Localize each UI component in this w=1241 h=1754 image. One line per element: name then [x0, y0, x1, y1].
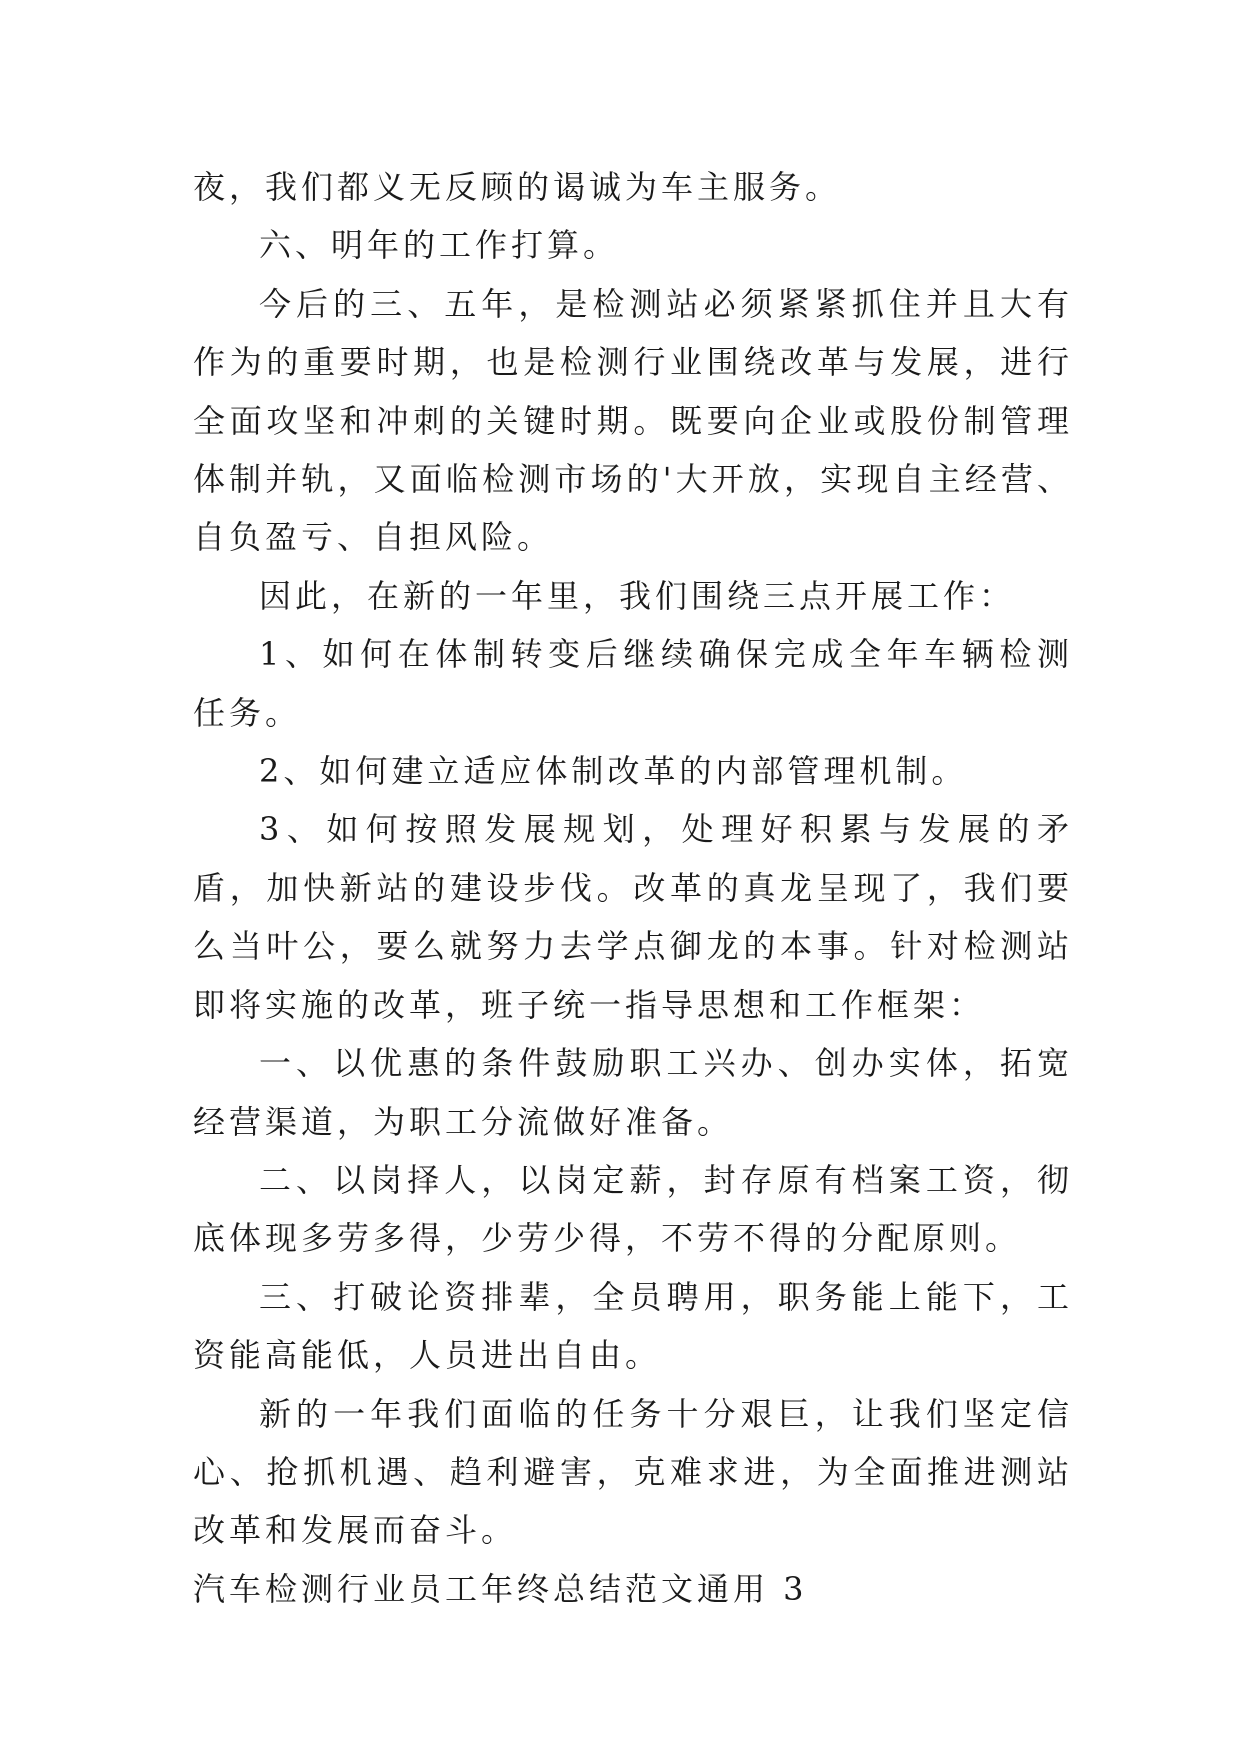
paragraph-framework-3: 三、打破论资排辈，全员聘用，职务能上能下，工资能高能低，人员进出自由。: [193, 1277, 1073, 1375]
paragraph-section-six-heading: 六、明年的工作打算。: [259, 226, 620, 265]
section-title: 汽车检测行业员工年终总结范文通用 3: [193, 1569, 808, 1608]
document-body: [193, 158, 1073, 1618]
paragraph-next-years: 今后的三、五年，是检测站必须紧紧抓住并且大有作为的重要时期，也是检测行业围绕改革与发展，进行全面攻坚和冲刺的关键时期。既要向企业或股份制管理体制并轨，又面临检测市场的'大开放，实现自主经营、自负盈亏、自担风险。: [193, 284, 1073, 557]
paragraph-framework-1: 一、以优惠的条件鼓励职工兴办、创办实体，拓宽经营渠道，为职工分流做好准备。: [193, 1044, 1073, 1141]
paragraph-framework-2: 二、以岗择人，以岗定薪，封存原有档案工资，彻底体现多劳多得，少劳少得，不劳不得的分配原则。: [193, 1160, 1073, 1258]
paragraph-point-2: 2、如何建立适应体制改革的内部管理机制。: [259, 752, 968, 791]
paragraph-closing: 新的一年我们面临的任务十分艰巨，让我们坚定信心、抢抓机遇、趋利避害，克难求进，为全面推进测站改革和发展而奋斗。: [193, 1394, 1073, 1550]
paragraph-three-points-intro: 因此，在新的一年里，我们围绕三点开展工作：: [259, 576, 1016, 615]
paragraph-point-3: 3、如何按照发展规划，处理好积累与发展的矛盾，加快新站的建设步伐。改革的真龙呈现了，我们要么当叶公，要么就努力去学点御龙的本事。针对检测站即将实施的改革，班子统一指导思想和工作框架：: [193, 810, 1073, 1024]
paragraph-continuation: 夜，我们都义无反顾的谒诚为车主服务。: [193, 168, 842, 206]
paragraph-point-1: 1、如何在体制转变后继续确保完成全年车辆检测任务。: [193, 635, 1073, 732]
